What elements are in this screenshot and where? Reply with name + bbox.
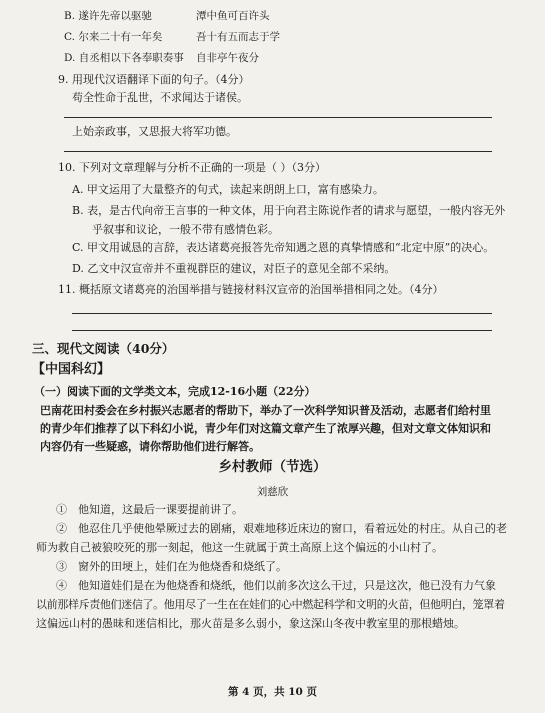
paragraph-1: ① 他知道，这最后一课要提前讲了。 [56, 503, 243, 516]
intro-line-1: 巴南花田村委会在乡村振兴志愿者的帮助下，举办了一次科学知识普及活动，志愿者们给村里 [40, 404, 491, 417]
subsection-heading: （一）阅读下面的文学类文本，完成12-16小题（22分） [34, 385, 316, 398]
paragraph-4-cont: 以前那样斥责他们迷信了。他用尽了一生在在娃们的心中燃起科学和文明的火苗，但他明白，笼罩着 [36, 598, 505, 611]
q8-option-c-pair: 吾十有五而志于学 [196, 31, 280, 43]
q8-option-c: C. 尔来二十有一年矣 [64, 31, 163, 43]
q9-stem: 9. 用现代汉语翻译下面的句子。（4分） [58, 73, 250, 86]
paragraph-3: ③ 窗外的田埂上，娃们在为他烧香和烧纸了。 [56, 560, 287, 573]
section-heading: 三、现代文阅读（40分） [32, 341, 175, 356]
paragraph-4-cont-2: 这偏远山村的愚昧和迷信相比，那火苗是多么弱小，象这深山冬夜中教室里的那根蜡烛。 [36, 617, 465, 630]
q9-sentence-2: 上始亲政事，又思报大将军功德。 [72, 125, 237, 138]
answer-line [72, 330, 492, 331]
q8-option-b: B. 遂许先帝以驱驰 [64, 10, 152, 22]
q10-option-c: C. 甲文用诚恳的言辞，表达诸葛亮报答先帝知遇之恩的真挚情感和“北定中原”的决心。 [72, 241, 495, 254]
q9-sentence-1: 苟全性命于乱世，不求闻达于诸侯。 [72, 91, 248, 104]
story-author: 刘慈欣 [256, 486, 289, 498]
q8-option-b-pair: 潭中鱼可百许头 [196, 10, 270, 22]
paragraph-2: ② 他忍住几乎使他晕厥过去的剧痛，艰难地移近床边的窗口，看着远处的村庄。从自己的老 [56, 522, 507, 535]
story-title: 乡村教师（节选） [218, 459, 327, 475]
page-number: 第 4 页，共 10 页 [227, 686, 318, 698]
q8-option-d-pair: 自非亭午夜分 [196, 52, 259, 64]
answer-line [64, 151, 492, 152]
q11-stem: 11. 概括原文诸葛亮的治国举措与链接材料汉宣帝的治国举措相同之处。（4分） [58, 283, 444, 296]
section-tag: 【中国科幻】 [32, 362, 111, 377]
q8-option-d: D. 自丞相以下各奉职奏事 [64, 52, 184, 64]
intro-line-3: 内容仍有一些疑惑，请你帮助他们进行解答。 [40, 440, 260, 453]
intro-line-2: 的青少年们推荐了以下科幻小说，青少年们对这篇文章产生了浓厚兴趣，但对文章文体知识和 [40, 422, 491, 435]
q10-option-b: B. 表，是古代向帝王言事的一种文体，用于向君主陈说作者的请求与愿望，一般内容无外 [72, 204, 506, 217]
q10-option-d: D. 乙文中汉宣帝并不重视群臣的建议，对臣子的意见全部不采纳。 [72, 262, 396, 275]
paragraph-2-cont: 师为救自己被狼咬死的那一刻起，他这一生就属于黄土高原上这个偏远的小山村了。 [36, 541, 443, 554]
answer-line [64, 117, 492, 118]
answer-line [72, 313, 492, 314]
q10-stem: 10. 下列对文章理解与分析不正确的一项是（ ）（3分） [58, 161, 326, 174]
paragraph-4: ④ 他知道娃们是在为他烧香和烧纸，他们以前多次这么干过，只是这次，他已没有力气象 [56, 579, 496, 592]
q10-option-a: A. 甲文运用了大量整齐的句式，读起来朗朗上口，富有感染力。 [72, 183, 384, 196]
q10-option-b-cont: 乎叙事和议论，一般不带有感情色彩。 [92, 223, 279, 236]
